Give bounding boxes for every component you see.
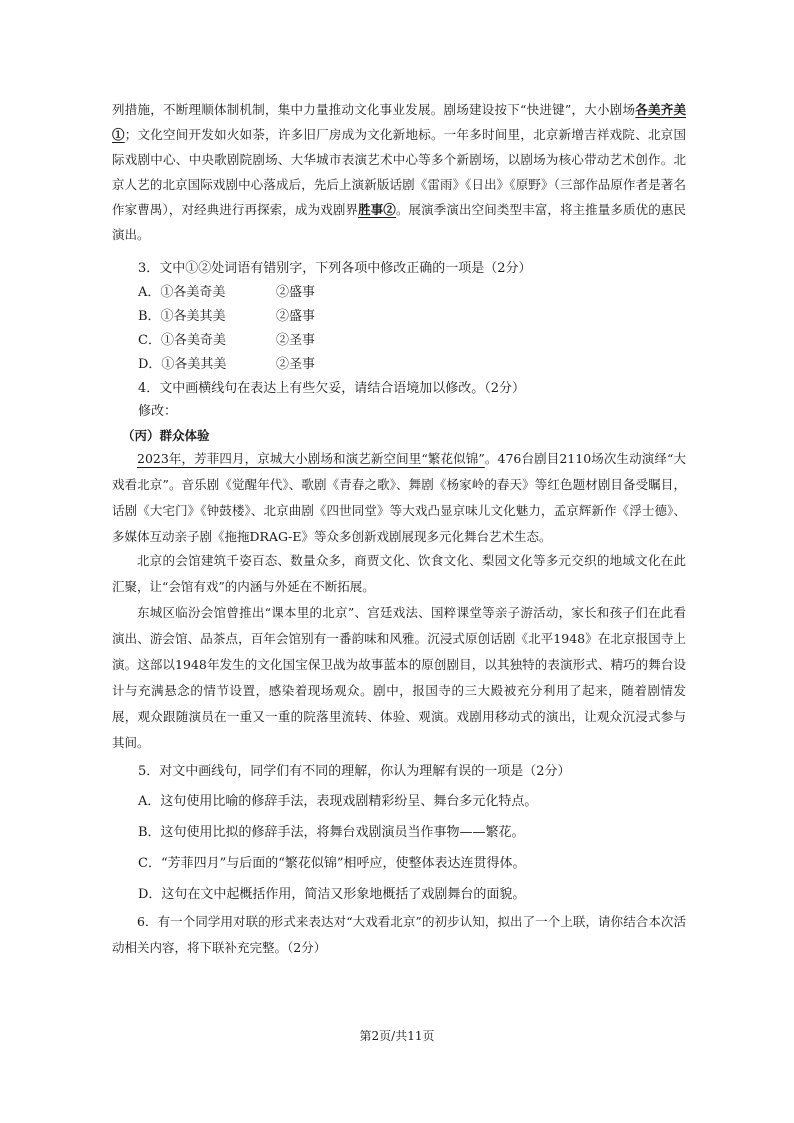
question-3-option-d: D．①各美其美 ②圣事 (138, 357, 316, 372)
question-3-option-b: B．①各美其美 ②盛事 (138, 309, 316, 324)
question-5-option-b: B．这句使用比拟的修辞手法，将舞台戏剧演员当作事物——繁花。 (138, 825, 525, 840)
intro-text-1: 列措施，不断理顺体制机制，集中力量推动文化事业发展。剧场建设按下“快进键”，大小剧场 (112, 102, 636, 117)
section-title: （丙）群众体验 (122, 428, 210, 443)
question-4-stem: 4．文中画横线句在表达上有些欠妥，请结合语境加以修改。（2分） (138, 381, 526, 396)
intro-text-3: 。展演季演出空间类型丰富，将主推量多质优的惠民演出。 (112, 202, 686, 242)
underlined-sentence: 2023年，芳菲四月，京城大小剧场和演艺新空间里“繁花似锦” (137, 451, 485, 466)
intro-text-2: ；文化空间开发如火如荼，许多旧厂房成为文化新地标。一年多时间里，北京新增吉祥戏院、北京国际戏剧中心、中央歌剧院剧场、大华城市表演艺术中心等多个新剧场，以剧场为核心带动艺术创作。北京人艺的北京国际戏剧中心落成后，先后上演新版话剧《雷雨》《日出》《原野》（三部作品原作者是著名作家曹禺），对经典进行再探索，成为戏剧界 (112, 127, 686, 217)
question-5-option-a: A．这句使用比喻的修辞手法，表现戏剧精彩纷呈、舞台多元化特点。 (138, 794, 538, 809)
section-paragraph-3: 东城区临汾会馆曾推出“课本里的北京”、宫廷戏法、国粹课堂等亲子游活动，家长和孩子们在此看演出、游会馆、品茶点，百年会馆别有一番韵味和风雅。沉浸式原创话剧《北平1948》在北京报国寺上演。这部以1948年发生的文化国宝保卫战为故事蓝本的原创剧目，以其独特的表演形式、精巧的舞台设计与充满悬念的情节设置，感染着现场观众。剧中，报国寺的三大殿被充分利用了起来，随着剧情发展，观众跟随演员在一重又一重的院落里流转、体验、观演。戏剧用移动式的演出，让观众沉浸式参与其间。 (112, 605, 686, 750)
question-5-stem: 5．对文中画线句，同学们有不同的理解，你认为理解有误的一项是（2分） (138, 764, 571, 779)
intro-paragraph (112, 97, 686, 247)
marked-word-2: 胜事② (358, 202, 396, 217)
section-paragraph-2: 北京的会馆建筑千姿百态、数量众多，商贾文化、饮食文化、梨园文化等多元交织的地域文化在此汇聚，让“会馆有戏”的内涵与外延在不断拓展。 (112, 553, 686, 594)
question-3-option-a: A．①各美奇美 ②盛事 (138, 285, 316, 300)
marked-word-1: 各美齐美① (112, 102, 686, 142)
page-number: 第2页/共11页 (359, 1029, 435, 1043)
question-3-stem: 3．文中①②处词语有错别字，下列各项中修改正确的一项是（2分） (138, 261, 532, 276)
question-5-option-d: D．这句在文中起概括作用，简洁又形象地概括了戏剧舞台的面貌。 (138, 887, 526, 902)
section-paragraph-1 (112, 446, 686, 550)
question-3-option-c: C．①各美奇美 ②圣事 (138, 333, 316, 348)
question-4-answer-label: 修改： (138, 404, 178, 419)
section-paragraph-1-rest: 。476台剧目2110场次生动演绎“大戏看北京”。音乐剧《觉醒年代》、歌剧《青春之歌》、舞剧《杨家岭的春天》等红色题材剧目备受瞩目，话剧《大宅门》《钟鼓楼》、北京曲剧《四世同堂》等大戏凸显京味儿文化魅力，孟京辉新作《浮士德》、多媒体互动亲子剧《拖拖DRAG-E》等众多创新戏剧展现多元化舞台艺术生态。 (112, 451, 687, 544)
question-6-stem: 6．有一个同学用对联的形式来表达对“大戏看北京”的初步认知，拟出了一个上联，请你结合本次活动相关内容，将下联补充完整。（2分） (112, 914, 686, 955)
question-5-option-c: C．“芳菲四月”与后面的“繁花似锦”相呼应，使整体表达连贯得体。 (138, 856, 526, 871)
